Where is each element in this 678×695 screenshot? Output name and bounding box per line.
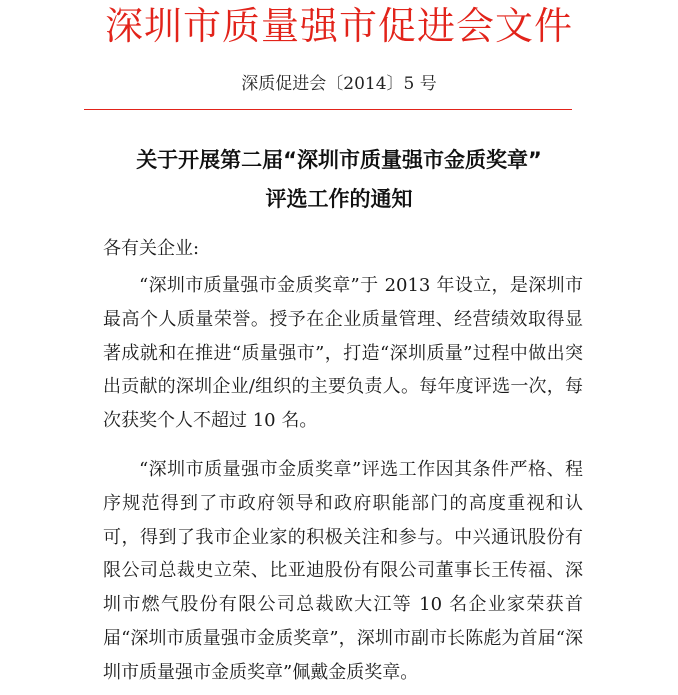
red-divider-line (84, 109, 572, 110)
notice-title-line-1: 关于开展第二届“深圳市质量强市金质奖章” (136, 148, 542, 172)
notice-title-line-2: 评选工作的通知 (265, 187, 413, 211)
body-paragraph-1: “深圳市质量强市金质奖章”于 2013 年设立，是深圳市最高个人质量荣誉。授予在企业质量管理、经营绩效取得显著成就和在推进“质量强市”，打造“深圳质量”过程中做出突出贡献的深圳企业/组织的主要负责人。每年度评选一次，每次获奖个人不超过 10 名。 (103, 275, 583, 432)
salutation: 各有关企业: (103, 238, 200, 259)
document-number: 深质促进会〔2014〕5 号 (241, 74, 437, 94)
org-header-title: 深圳市质量强市促进会文件 (104, 4, 573, 48)
body-paragraph-2: “深圳市质量强市金质奖章”评选工作因其条件严格、程序规范得到了市政府领导和政府职能部门的高度重视和认可，得到了我市企业家的积极关注和参与。中兴通讯股份有限公司总裁史立荣、比亚迪股份有限公司董事长王传福、深圳市燃气股份有限公司总裁欧大江等 10 名企业家荣获首届“深圳市质量强市金质奖章”，深圳市副市长陈彪为首届“深圳市质量强市金质奖章”佩戴金质奖章。 (103, 459, 583, 683)
